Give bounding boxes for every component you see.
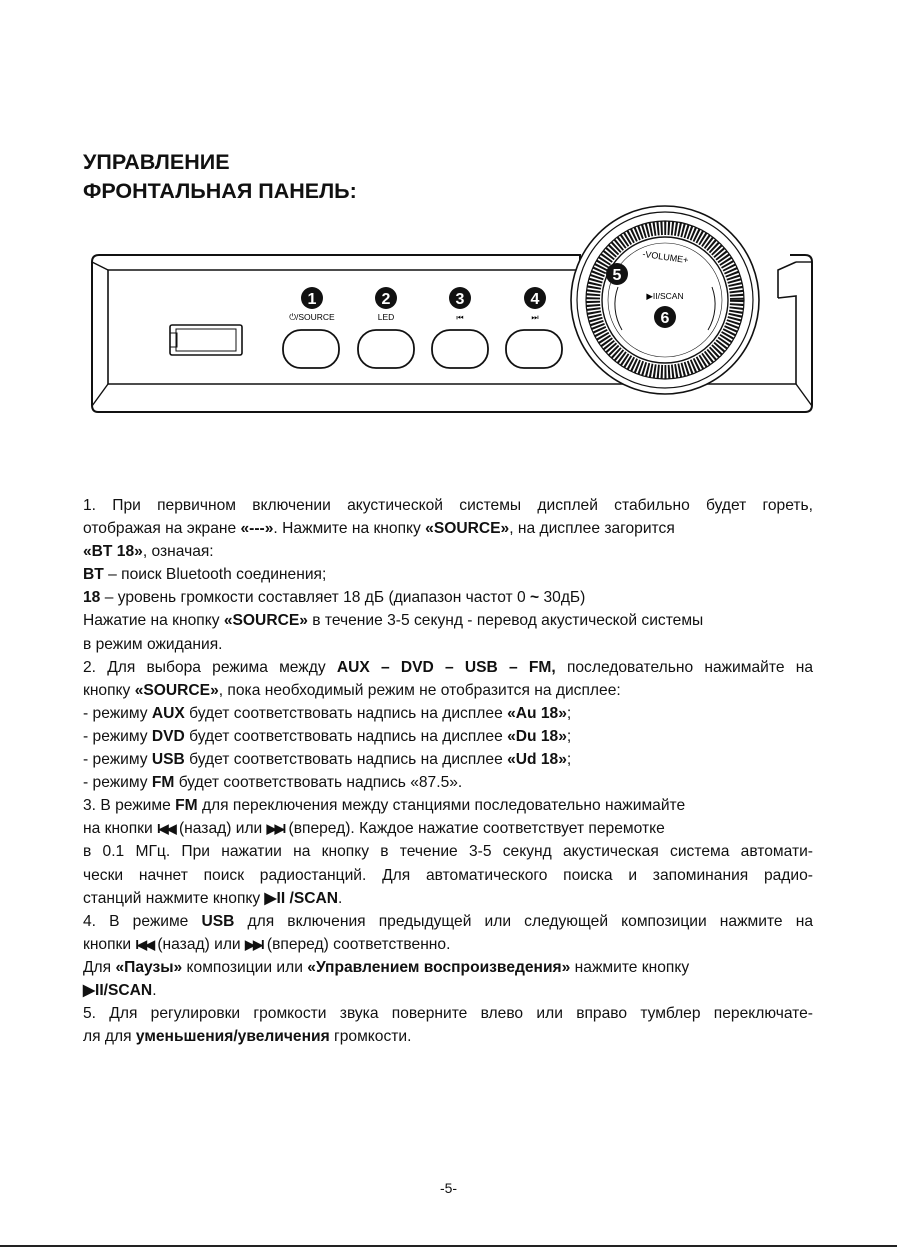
p4-line-a: 4. В режиме USB для включения предыдущей или следующей композиции нажмите на: [83, 912, 814, 930]
volume-knob[interactable]: [571, 206, 759, 394]
rewind-icon: I◀◀: [157, 821, 175, 837]
callout-1-number: 1: [307, 291, 317, 308]
p2-line-c: - режиму AUX будет соответствовать надпись на дисплее «Au 18»;: [83, 704, 572, 722]
previous-track-icon: ⏮: [456, 313, 464, 322]
instructions: [83, 494, 813, 1048]
p1-line-g: в режим ожидания.: [83, 635, 223, 653]
heading-line-2: ФРОНТАЛЬНАЯ ПАНЕЛЬ:: [83, 179, 357, 203]
rewind-icon: I◀◀: [135, 936, 154, 952]
forward-icon: ▶▶I: [266, 821, 285, 837]
p1-line-a: 1. При первичном включении акустической системы дисплей стабильно будет гореть,: [83, 497, 813, 514]
p4-line-d: ▶II/SCAN.: [83, 981, 157, 999]
front-panel-diagram: [0, 0, 897, 440]
heading-line-1: УПРАВЛЕНИЕ: [83, 150, 230, 174]
p1-line-e: 18 – уровень громкости составляет 18 дБ (диапазон частот 0 ~ 30дБ): [83, 589, 586, 607]
p1-line-b: отображая на экране «---». Нажмите на кнопку «SOURCE», на дисплее загорится: [83, 520, 675, 538]
p2-line-a: 2. Для выбора режима между AUX – DVD – USB – FM, последовательно нажимайте на: [83, 658, 813, 676]
volume-label: -VOLUME+: [641, 248, 690, 266]
callout-6-number: 6: [660, 310, 670, 327]
next-track-icon: ⏭: [531, 313, 539, 322]
button-previous[interactable]: [432, 287, 488, 368]
p5-line-a: 5. Для регулировки громкости звука поверните влево или вправо тумблер переключате-: [83, 1005, 813, 1023]
display-window: [170, 325, 242, 355]
bottom-rule: [0, 1245, 897, 1247]
page-number: -5-: [439, 1180, 458, 1196]
p2-line-e: - режиму USB будет соответствовать надпись на дисплее «Ud 18»;: [83, 751, 572, 769]
source-label: ⏻/SOURCE: [289, 312, 335, 322]
callout-3-number: 3: [455, 291, 465, 308]
p2-line-d: - режиму DVD будет соответствовать надпись на дисплее «Du 18»;: [83, 727, 572, 745]
play-pause-scan-label: ▶II/SCAN: [646, 291, 684, 301]
led-label: LED: [377, 312, 395, 322]
p1-line-f: Нажатие на кнопку «SOURCE» в течение 3-5 секунд - перевод акустической системы: [83, 612, 704, 630]
button-source[interactable]: [283, 287, 339, 368]
forward-icon: ▶▶I: [244, 936, 263, 952]
p2-line-f: - режиму FM будет соответствовать надпись «87.5».: [83, 774, 463, 792]
p1-line-c: «BT 18», означая:: [83, 543, 214, 561]
callout-2-number: 2: [381, 291, 391, 308]
p4-line-c: Для «Паузы» композиции или «Управлением воспроизведения» нажмите кнопку: [83, 958, 690, 976]
button-next[interactable]: [506, 287, 562, 368]
callout-5-number: 5: [612, 267, 622, 284]
p4-line-b: кнопки I◀◀ (назад) или ▶▶I (вперед) соответственно.: [83, 935, 451, 953]
p3-line-a: 3. В режиме FM для переключения между станциями последовательно нажимайте: [83, 797, 686, 815]
button-led[interactable]: [358, 287, 414, 368]
p3-line-c: в 0.1 МГц. При нажатии на кнопку в течение 3-5 секунд акустическая система автомати-: [83, 843, 813, 861]
p2-line-b: кнопку «SOURCE», пока необходимый режим не отобразится на дисплее:: [83, 681, 621, 699]
p3-line-e: станций нажмите кнопку ▶II /SCAN.: [83, 889, 343, 907]
p1-line-d: BT – поиск Bluetooth соединения;: [83, 566, 327, 584]
p3-line-b: на кнопки I◀◀ (назад) или ▶▶I (вперед). Каждое нажатие соответствует перемотке: [83, 820, 665, 838]
p5-line-b: ля для уменьшения/увеличения громкости.: [83, 1028, 412, 1046]
p3-line-d: чески начнет поиск радиостанций. Для автоматического поиска и запоминания радио-: [83, 866, 813, 884]
callout-4-number: 4: [530, 291, 540, 308]
